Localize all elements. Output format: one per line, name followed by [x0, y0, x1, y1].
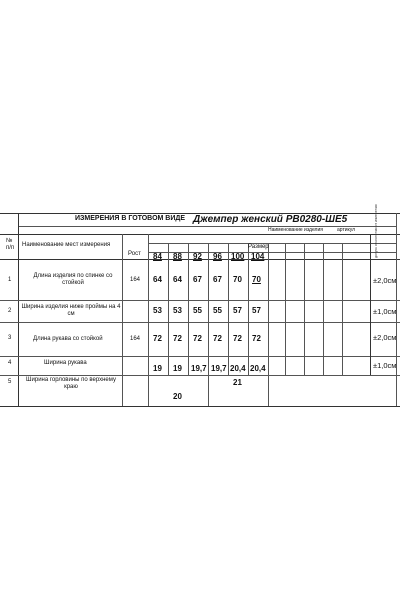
- size-col-3-right: [208, 243, 209, 406]
- row-2-value-92: 55: [193, 306, 202, 315]
- row-3-value-100: 72: [233, 334, 242, 343]
- size-col-1-right: [168, 243, 169, 375]
- row-2-value-84: 53: [153, 306, 162, 315]
- row-1-num: 1: [8, 277, 12, 283]
- row4-bottom: [0, 375, 400, 376]
- table-left-border: [18, 213, 19, 406]
- row-1-value-104: 70: [252, 275, 261, 284]
- sizes-header-divider: [148, 243, 396, 244]
- num-column-header: № п/п: [6, 238, 15, 252]
- row-1-tolerance: ±2,0см: [373, 276, 397, 285]
- size-header-100: 100: [231, 252, 245, 261]
- row-5-value-96-104: 21: [233, 378, 242, 387]
- row-1-name: Длина изделия по спинке со стойкой: [33, 273, 113, 286]
- row-2-value-100: 57: [233, 306, 242, 315]
- article-label: артикул: [337, 227, 356, 233]
- row-3-value-88: 72: [173, 334, 182, 343]
- row-2-value-96: 55: [213, 306, 222, 315]
- table-bottom-border: [0, 406, 400, 407]
- row-5-value-84-92: 20: [173, 392, 182, 401]
- row-1-value-84: 64: [153, 275, 162, 284]
- row-2-tolerance: ±1,0см: [373, 307, 397, 316]
- row-2-name: Ширина изделия ниже проймы на 4 см: [21, 304, 121, 317]
- size-col-4-right: [228, 243, 229, 375]
- extra-col-3-right: [323, 243, 324, 375]
- extra-col-1-right: [285, 243, 286, 375]
- row-4-value-96: 19,7: [211, 364, 227, 373]
- row-1-value-92: 67: [193, 275, 202, 284]
- row-4-name: Ширина рукава: [44, 360, 87, 366]
- row-4-tolerance: ±1,0см: [373, 361, 397, 370]
- row1-bottom: [0, 300, 400, 301]
- row-5-num: 5: [8, 379, 12, 385]
- sizes-label: Размер: [248, 244, 269, 250]
- extra-col-4-right: [342, 243, 343, 375]
- row-1-rost: 164: [130, 277, 141, 283]
- section-title: ИЗМЕРЕНИЯ В ГОТОВОМ ВИДЕ: [75, 215, 186, 222]
- row-4-value-104: 20,4: [250, 364, 266, 373]
- row-2-num: 2: [8, 308, 12, 314]
- row-3-value-104: 72: [252, 334, 261, 343]
- product-name: Джемпер женский РВ0280-ШЕ5: [193, 214, 348, 225]
- tolerance-col-left: [370, 234, 371, 375]
- rost-col-right: [148, 234, 149, 406]
- name-col-right: [122, 234, 123, 406]
- row-1-value-96: 67: [213, 275, 222, 284]
- table-top-border: [0, 234, 400, 235]
- row-4-value-92: 19,7: [191, 364, 207, 373]
- size-header-96: 96: [213, 252, 222, 261]
- row-3-value-96: 72: [213, 334, 222, 343]
- row-3-num: 3: [8, 335, 12, 341]
- tolerance-header-note: допуск отклонения от измерения: [374, 204, 378, 258]
- size-header-92: 92: [193, 252, 202, 261]
- size-header-84: 84: [153, 252, 162, 261]
- size-header-88: 88: [173, 252, 182, 261]
- product-name-label: Наименование изделия: [268, 227, 323, 233]
- row-4-num: 4: [8, 360, 12, 366]
- rost-column-header: Рост: [128, 251, 141, 257]
- size-col-5-right: [248, 243, 249, 375]
- row-3-rost: 164: [130, 336, 141, 342]
- row-1-value-88: 64: [173, 275, 182, 284]
- row2-bottom: [0, 322, 400, 323]
- size-col-2-right: [188, 243, 189, 375]
- extra-col-2-right: [304, 243, 305, 375]
- size-header-104: 104: [251, 252, 265, 261]
- row-5-name: Ширина горловины по верхнему краю: [26, 377, 116, 390]
- row-4-value-88: 19: [173, 364, 182, 373]
- row-2-value-88: 53: [173, 306, 182, 315]
- row-1-value-100: 70: [233, 275, 242, 284]
- size-col-6-right: [268, 243, 269, 406]
- row-3-value-84: 72: [153, 334, 162, 343]
- sizes-row-divider: [148, 252, 396, 253]
- row-3-value-92: 72: [193, 334, 202, 343]
- name-column-header: Наименование мест измерения: [22, 242, 111, 248]
- row3-bottom: [0, 356, 400, 357]
- row-3-name: Длина рукава со стойкой: [33, 336, 103, 342]
- row-4-value-100: 20,4: [230, 364, 246, 373]
- row-3-tolerance: ±2,0см: [373, 333, 397, 342]
- row-2-value-104: 57: [252, 306, 261, 315]
- row-4-value-84: 19: [153, 364, 162, 373]
